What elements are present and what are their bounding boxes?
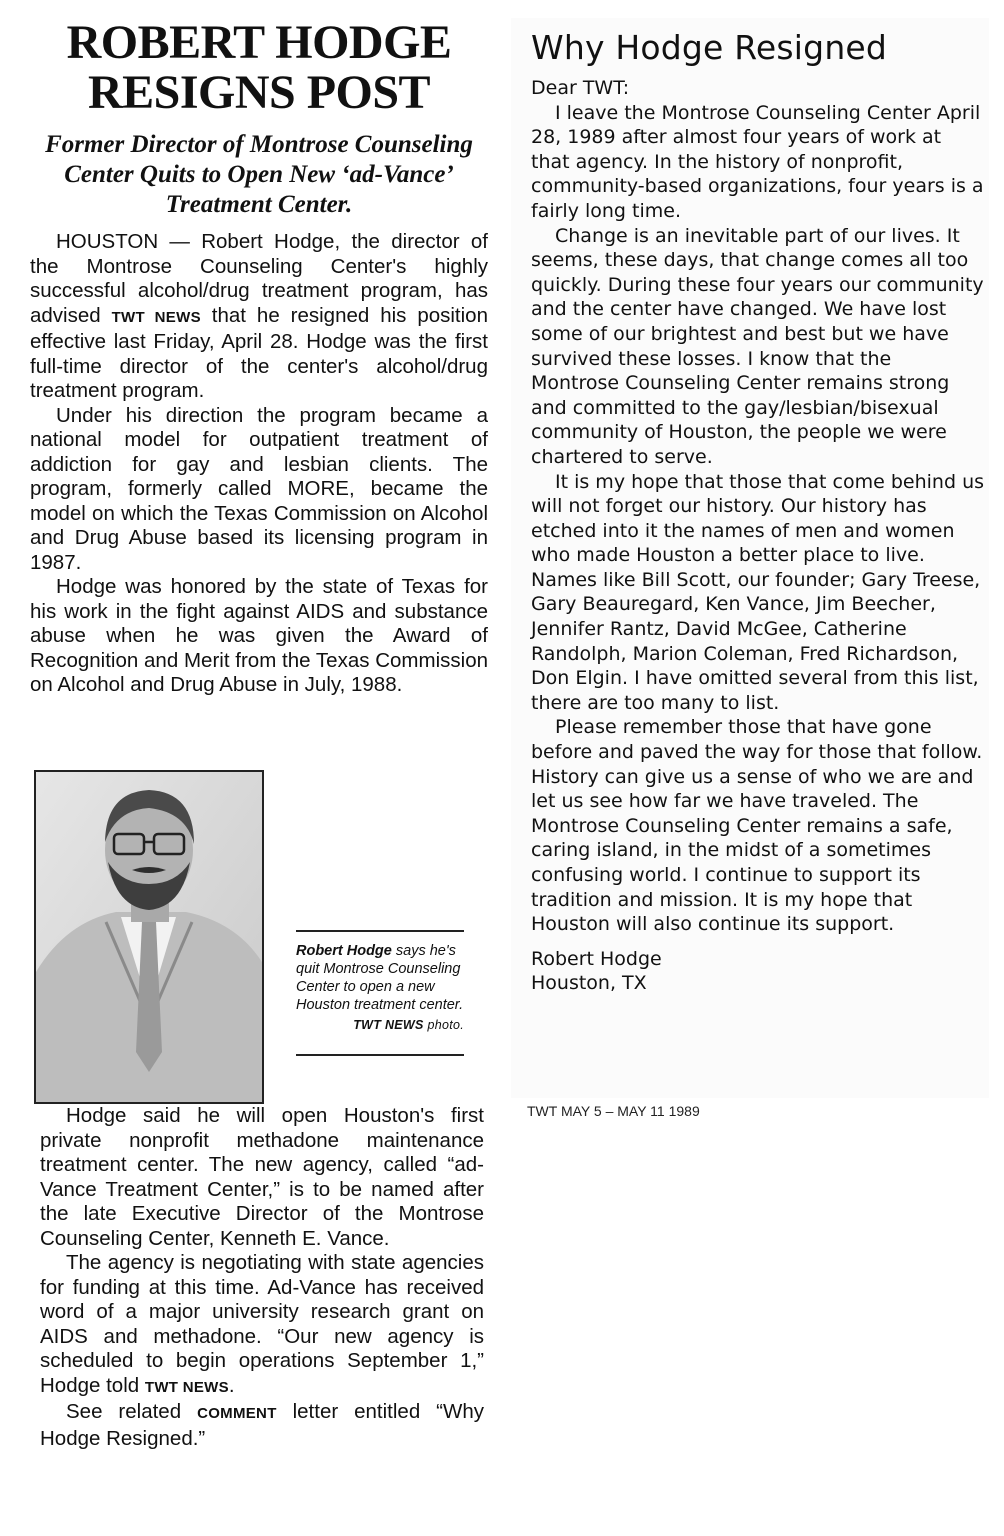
article-text: HOUSTON — Robert Hodge, the director of the Montrose Counseling Center's highly successful alcohol/drug treatment program, has advised — [30, 230, 488, 327]
publication-name: TWT NEWS — [144, 1378, 229, 1396]
portrait-image — [36, 772, 262, 1102]
article-paragraph-1 — [30, 230, 488, 404]
article-paragraph-4: Hodge said he will open Houston's first private nonprofit methadone maintenance treatment center. The new agency, called “ad-Vance Treatment Center,” is to be named after the late Executive Director of the Montrose Counseling Center, Kenneth E. Vance. — [40, 1104, 484, 1250]
publication-name: TWT NEWS — [111, 308, 201, 326]
letter-paragraph-4: Please remember those that have gone before and paved the way for those that follow. History can give us a sense of who we are and let us see how far we have traveled. The Montrose Counseling Center remains a safe, caring island, in the midst of a sometimes confusing world. I continue to support its tradition and mission. It is my hope that Houston will also continue its support. — [531, 716, 983, 936]
article-text: The agency is negotiating with state agencies for funding at this time. Ad-Vance has received word of a major university research grant on AIDS and methadone. “Our new agency is scheduled to begin operations September 1,” Hodge told — [40, 1251, 484, 1397]
publication-date-tag: TWT MAY 5 – MAY 11 1989 — [527, 1103, 700, 1119]
article-text: that he resigned his position effective last Friday, April 28. Hodge was the first full-time director of the center's alcohol/drug treatment program. — [30, 303, 488, 402]
letter-signature-name: Robert Hodge — [531, 947, 662, 970]
caption-body: says he's quit Montrose Counseling Center to open a new Houston treatment center. — [296, 943, 464, 1013]
letter-title: Why Hodge Resigned — [531, 28, 888, 67]
article-text: . — [228, 1373, 235, 1397]
portrait-photo — [34, 770, 264, 1104]
article-continuation — [40, 1104, 484, 1451]
article-column — [30, 18, 488, 698]
photo-credit — [296, 1018, 464, 1032]
letter-paragraph-2: Change is an inevitable part of our lives. It seems, these days, that change comes all too quickly. During these four years our community and the center have changed. We have lost some of our brightest and best but we have survived these losses. I know that the Montrose Counseling Center remains strong and committed to the gay/lesbian/bisexual community of Houston, the people we were chartered to serve. — [531, 224, 984, 468]
article-paragraph-2: Under his direction the program became a national model for outpatient treatment of addiction for gay and lesbian clients. The program, formerly called MORE, became the model on which the Texas Commission on Alcohol and Drug Abuse based its licensing program in 1987. — [30, 403, 488, 574]
letter-paragraph-1: I leave the Montrose Counseling Center April 28, 1989 after almost four years of work at that agency. In the history of nonprofit, community-based organizations, four years is a fairly long time. — [531, 101, 984, 222]
caption-name: Robert Hodge — [296, 943, 392, 959]
caption-rule-top — [296, 930, 464, 932]
letter-salutation: Dear TWT: — [531, 77, 630, 99]
article-deck: Former Director of Montrose Counseling Center Quits to Open New ‘ad-Vance’ Treatment Center. — [45, 131, 473, 218]
caption-text — [296, 942, 464, 1014]
article-paragraph-3: Hodge was honored by the state of Texas for his work in the fight against AIDS and substance abuse when he was given the Award of Recognition and Merit from the Texas Commission on Alcohol and Drug Abuse in July, 1988. — [30, 575, 488, 696]
article-text: See related — [66, 1400, 198, 1423]
comment-label: COMMENT — [197, 1405, 277, 1422]
article-paragraph-6 — [40, 1400, 484, 1451]
article-headline: ROBERT HODGE RESIGNS POST — [66, 16, 452, 119]
letter-column — [511, 18, 989, 1098]
article-paragraph-5 — [40, 1251, 484, 1400]
credit-publication: TWT NEWS — [353, 1018, 424, 1032]
photo-caption — [296, 930, 464, 1056]
credit-suffix: photo. — [423, 1018, 464, 1032]
letter-paragraph-3: It is my hope that those that come behind us will not forget our history. Our history has etched into it the names of men and women who made Houston a better place to live. Names like Bill Scott, our founder; Gary Treese, Gary Beauregard, Ken Vance, Jim Beecher, Jennifer Rantz, David McGee, Catherine Randolph, Marion Coleman, Fred Richardson, Don Elgin. I have omitted several from this list, there are too many to list. — [531, 470, 985, 714]
article-text: letter entitled “Why Hodge Resigned.” — [40, 1400, 484, 1450]
letter-signature-city: Houston, TX — [531, 972, 647, 995]
caption-rule-bottom — [296, 1054, 464, 1056]
